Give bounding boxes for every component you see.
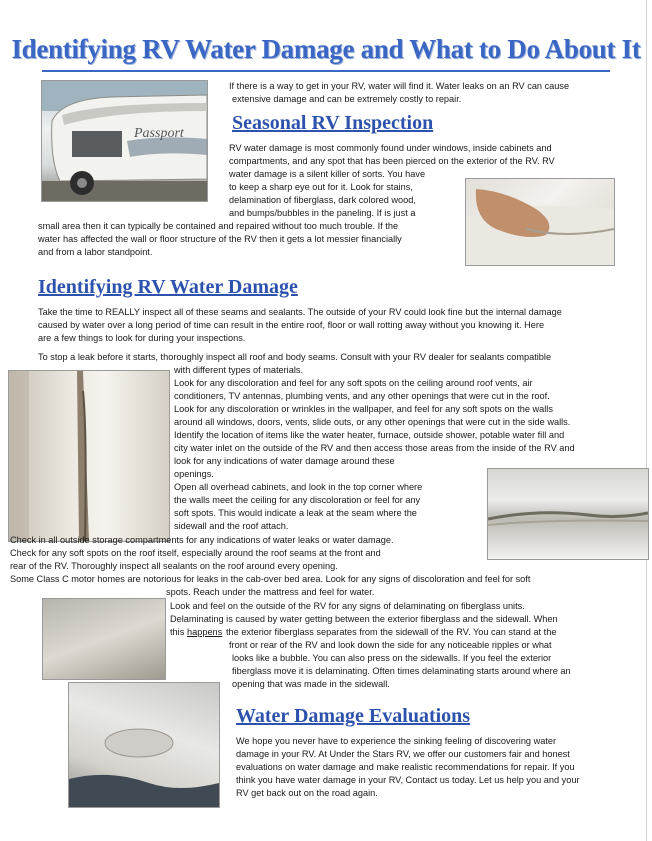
identifying-line: openings. [174, 469, 214, 479]
seasonal-line: compartments, and any spot that has been pierced on the exterior of the RV. RV [229, 156, 555, 166]
page-edge [646, 0, 647, 841]
rv-photo-illustration [42, 81, 207, 201]
delamination-sidewall-photo [68, 682, 220, 808]
identifying-line: spots. Reach under the mattress and feel for water. [166, 587, 375, 597]
hand-inspecting-seam-photo [465, 178, 615, 266]
identifying-line: Check for any soft spots on the roof itself, especially around the roof seams at the front and [10, 548, 381, 558]
seasonal-line: small area then it can typically be contained and repaired without too much trouble. If the [38, 221, 399, 231]
delam-photo-illustration [69, 683, 219, 807]
identifying-line: Delaminating is caused by water getting between the exterior fiberglass and the sidewall. When [170, 614, 558, 624]
identifying-line: the walls meet the ceiling for any discoloration or feel for any [174, 495, 421, 505]
identifying-line: To stop a leak before it starts, thoroughly inspect all roof and body seams. Consult with your RV dealer for sealants compatible [38, 352, 552, 362]
identifying-line: look for any indications of water damage around these [174, 456, 395, 466]
identifying-line: are a few things to look for during your inspections. [38, 333, 246, 343]
title-divider [42, 70, 610, 72]
identifying-line: Some Class C motor homes are notorious for leaks in the cab-over bed area. Look for any signs of discoloration and feel for soft [10, 574, 531, 584]
identifying-line: conditioners, TV antennas, plumbing vents, and any other openings that were cut in the roof. [174, 391, 550, 401]
water-damage-evaluations-heading: Water Damage Evaluations [236, 705, 471, 727]
identifying-line: around all windows, doors, vents, slide outs, or any other openings that were cut in the side walls. [174, 417, 571, 427]
evaluations-line: RV get back out on the road again. [236, 788, 378, 798]
seasonal-line: water damage is a silent killer of sorts. You have [229, 169, 426, 179]
intro-line: If there is a way to get in your RV, water will find it. Water leaks on an RV can cause [229, 81, 570, 91]
identifying-line: fiberglass move it is delaminating. Often times delaminating starts around where an [232, 666, 571, 676]
corner-photo-illustration [9, 371, 169, 541]
evaluations-line: evaluations on water damage and make realistic recommendations for repair. If you [236, 762, 575, 772]
identifying-line: Open all overhead cabinets, and look in the top corner where [174, 482, 423, 492]
seasonal-inspection-heading: Seasonal RV Inspection [232, 112, 434, 134]
identifying-line: front or rear of the RV and look down the side for any noticeable ripples or what [229, 640, 552, 650]
identifying-damage-heading: Identifying RV Water Damage [38, 276, 298, 298]
identifying-line: this [170, 627, 185, 637]
rv-brand-label: Passport [134, 126, 184, 141]
wall-corner-damage-photo [8, 370, 170, 542]
rv-exterior-photo [41, 80, 208, 202]
identifying-line: the exterior fiberglass separates from the sidewall of the RV. You can stand at the [226, 627, 557, 637]
seam-photo-illustration [488, 469, 648, 559]
identifying-line: Look and feel on the outside of the RV for any signs of delaminating on fiberglass units. [170, 601, 525, 611]
identifying-line: Identify the location of items like the water heater, furnace, outside shower, potable water fill and [174, 430, 565, 440]
seasonal-line: and bumps/bubbles in the paneling. If is just a [229, 208, 416, 218]
identifying-line: Look for any discoloration and feel for any soft spots on the ceiling around roof vents, air [174, 378, 533, 388]
evaluations-line: damage in your RV. At Under the Stars RV, we offer our customers fair and honest [236, 749, 570, 759]
happens-link[interactable]: happens [187, 627, 223, 637]
page-title: Identifying RV Water Damage and What to Do About It [11, 34, 641, 64]
identifying-line: opening that was made in the sidewall. [232, 679, 390, 689]
hand-photo-illustration [466, 179, 614, 265]
intro-line: extensive damage and can be extremely costly to repair. [232, 94, 462, 104]
delamination-closeup-photo [42, 598, 166, 680]
evaluations-line: think you have water damage in your RV, Contact us today. Let us help you and your [236, 775, 580, 785]
identifying-line: with different types of materials. [174, 365, 304, 375]
identifying-line: soft spots. This would indicate a leak at the seam where the [174, 508, 417, 518]
identifying-line: Check in all outside storage compartments for any indications of water leaks or water damage. [10, 535, 394, 545]
identifying-line: Take the time to REALLY inspect all of these seams and sealants. The outside of your RV could look fine but the internal damage [38, 307, 562, 317]
identifying-line: sidewall and the roof attach. [174, 521, 289, 531]
identifying-line: rear of the RV. Thoroughly inspect all sealants on the roof around every opening. [10, 561, 338, 571]
evaluations-line: We hope you never have to experience the sinking feeling of discovering water [236, 736, 557, 746]
seasonal-line: to keep a sharp eye out for it. Look for stains, [229, 182, 413, 192]
identifying-line: Look for any discoloration or wrinkles in the wallpaper, and feel for any soft spots on the walls [174, 404, 553, 414]
identifying-line: caused by water over a long period of time can result in the entire roof, floor or wall rotting away without you knowing it. Here [38, 320, 545, 330]
identifying-line: looks like a bubble. You can also press on the sidewalls. If you feel the exterior [232, 653, 552, 663]
seasonal-line: RV water damage is most commonly found under windows, inside cabinets and [229, 143, 552, 153]
seasonal-line: water has affected the wall or floor structure of the RV then it gets a lot messier financially [38, 234, 402, 244]
seasonal-line: and from a labor standpoint. [38, 247, 153, 257]
seasonal-line: delamination of fiberglass, dark colored wood, [229, 195, 416, 205]
identifying-line: city water inlet on the outside of the RV and then access those areas from the inside of the RV and [174, 443, 575, 453]
roof-seam-photo [487, 468, 649, 560]
